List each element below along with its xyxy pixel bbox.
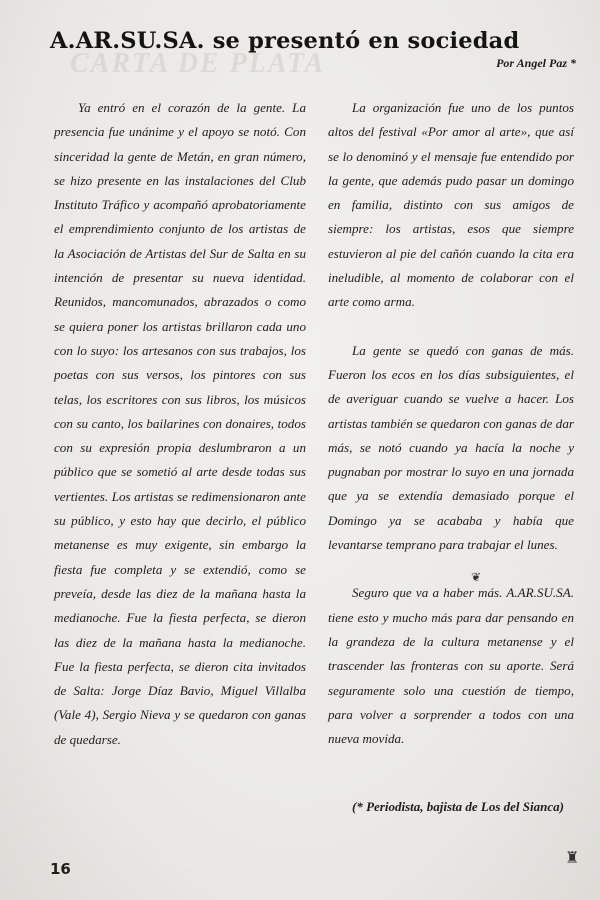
left-paragraph: Ya entró en el corazón de la gente. La presencia fue unánime y el apoyo se notó. Con sinceridad la gente de Metán, en gran número, se hizo presente en las instalaciones del Club Instituto Tráfico y acompañó aprobatoriamente el emprendimiento conjunto de los artistas de la Asociación de Artistas del Sur de Salta en su intención de presentar su nueva identidad. Reunidos, mancomunados, abrazados o como se quiera poner los artistas brillaron cada uno con lo suyo: los artesanos con sus trabajos, los poetas con sus versos, los pintores con sus telas, los escritores con sus libros, los músicos con su canto, los bailarines con donaires, todos con su expresión propia deslumbraron a un público que se sometió al arte desde todas sus vertientes. Los artistas se redimensionaron ante su público, y esto hay que decirlo, el público metanense es muy exigente, sin embargo la fiesta fue completa y se extendió, como se preveía, desde las diez de la mañana hasta la medianoche. Fue la fiesta perfecta, se dieron las diez de la mañana hasta la medianoche. Fue la fiesta perfecta, se dieron cita invitados de Salta: Jorge Díaz Bavio, Miguel Villalba (Vale 4), Sergio Nieva y se quedaron con ganas de quedarse. — [54, 100, 306, 747]
corner-ornament-icon: ♜ — [565, 850, 580, 867]
show-through-text: CARTA DE PLATA — [70, 48, 326, 79]
right-paragraph-1: La organización fue uno de los puntos altos del festival «Por amor al arte», que así se lo denominó y el mensaje fue entendido por la gente, que además pudo pasar un domingo en familia, distinto con sus amigos de siempre: los artistas, esos que siempre estuvieron al pie del cañón cuando la cita era ineludible, al momento de colaborar con el arte como arma. — [328, 100, 574, 310]
author-footnote: (* Periodista, bajista de Los del Sianca) — [352, 799, 564, 814]
article-title: A.AR.SU.SA. se presentó en sociedad — [50, 28, 520, 54]
right-paragraph-2: La gente se quedó con ganas de más. Fueron los ecos en los días subsiguientes, el de averiguar cuando se vuelve a hacer. Los artistas también se quedaron con ganas de dar más, se notó cuando ya hacía la noche y pugnaban por mostrar lo suyo en una jornada que ya se extendía demasiado porque el Domingo ya se acababa y había que levantarse temprano para trabajar el lunes. — [328, 342, 574, 553]
article-byline: Por Angel Paz * — [496, 56, 576, 70]
right-column — [328, 96, 574, 751]
ornament-icon: ❦ — [471, 570, 482, 584]
right-paragraph-3: Seguro que va a haber más. A.AR.SU.SA. tiene esto y mucho más para dar pensando en la grandeza de la cultura metanense y el trascender las fronteras con su aporte. Será seguramente solo una cuestión de tiempo, para volver a sorprender a todos con una nueva movida. — [328, 585, 574, 747]
left-column — [54, 96, 306, 752]
page-number: 16 — [50, 860, 71, 878]
